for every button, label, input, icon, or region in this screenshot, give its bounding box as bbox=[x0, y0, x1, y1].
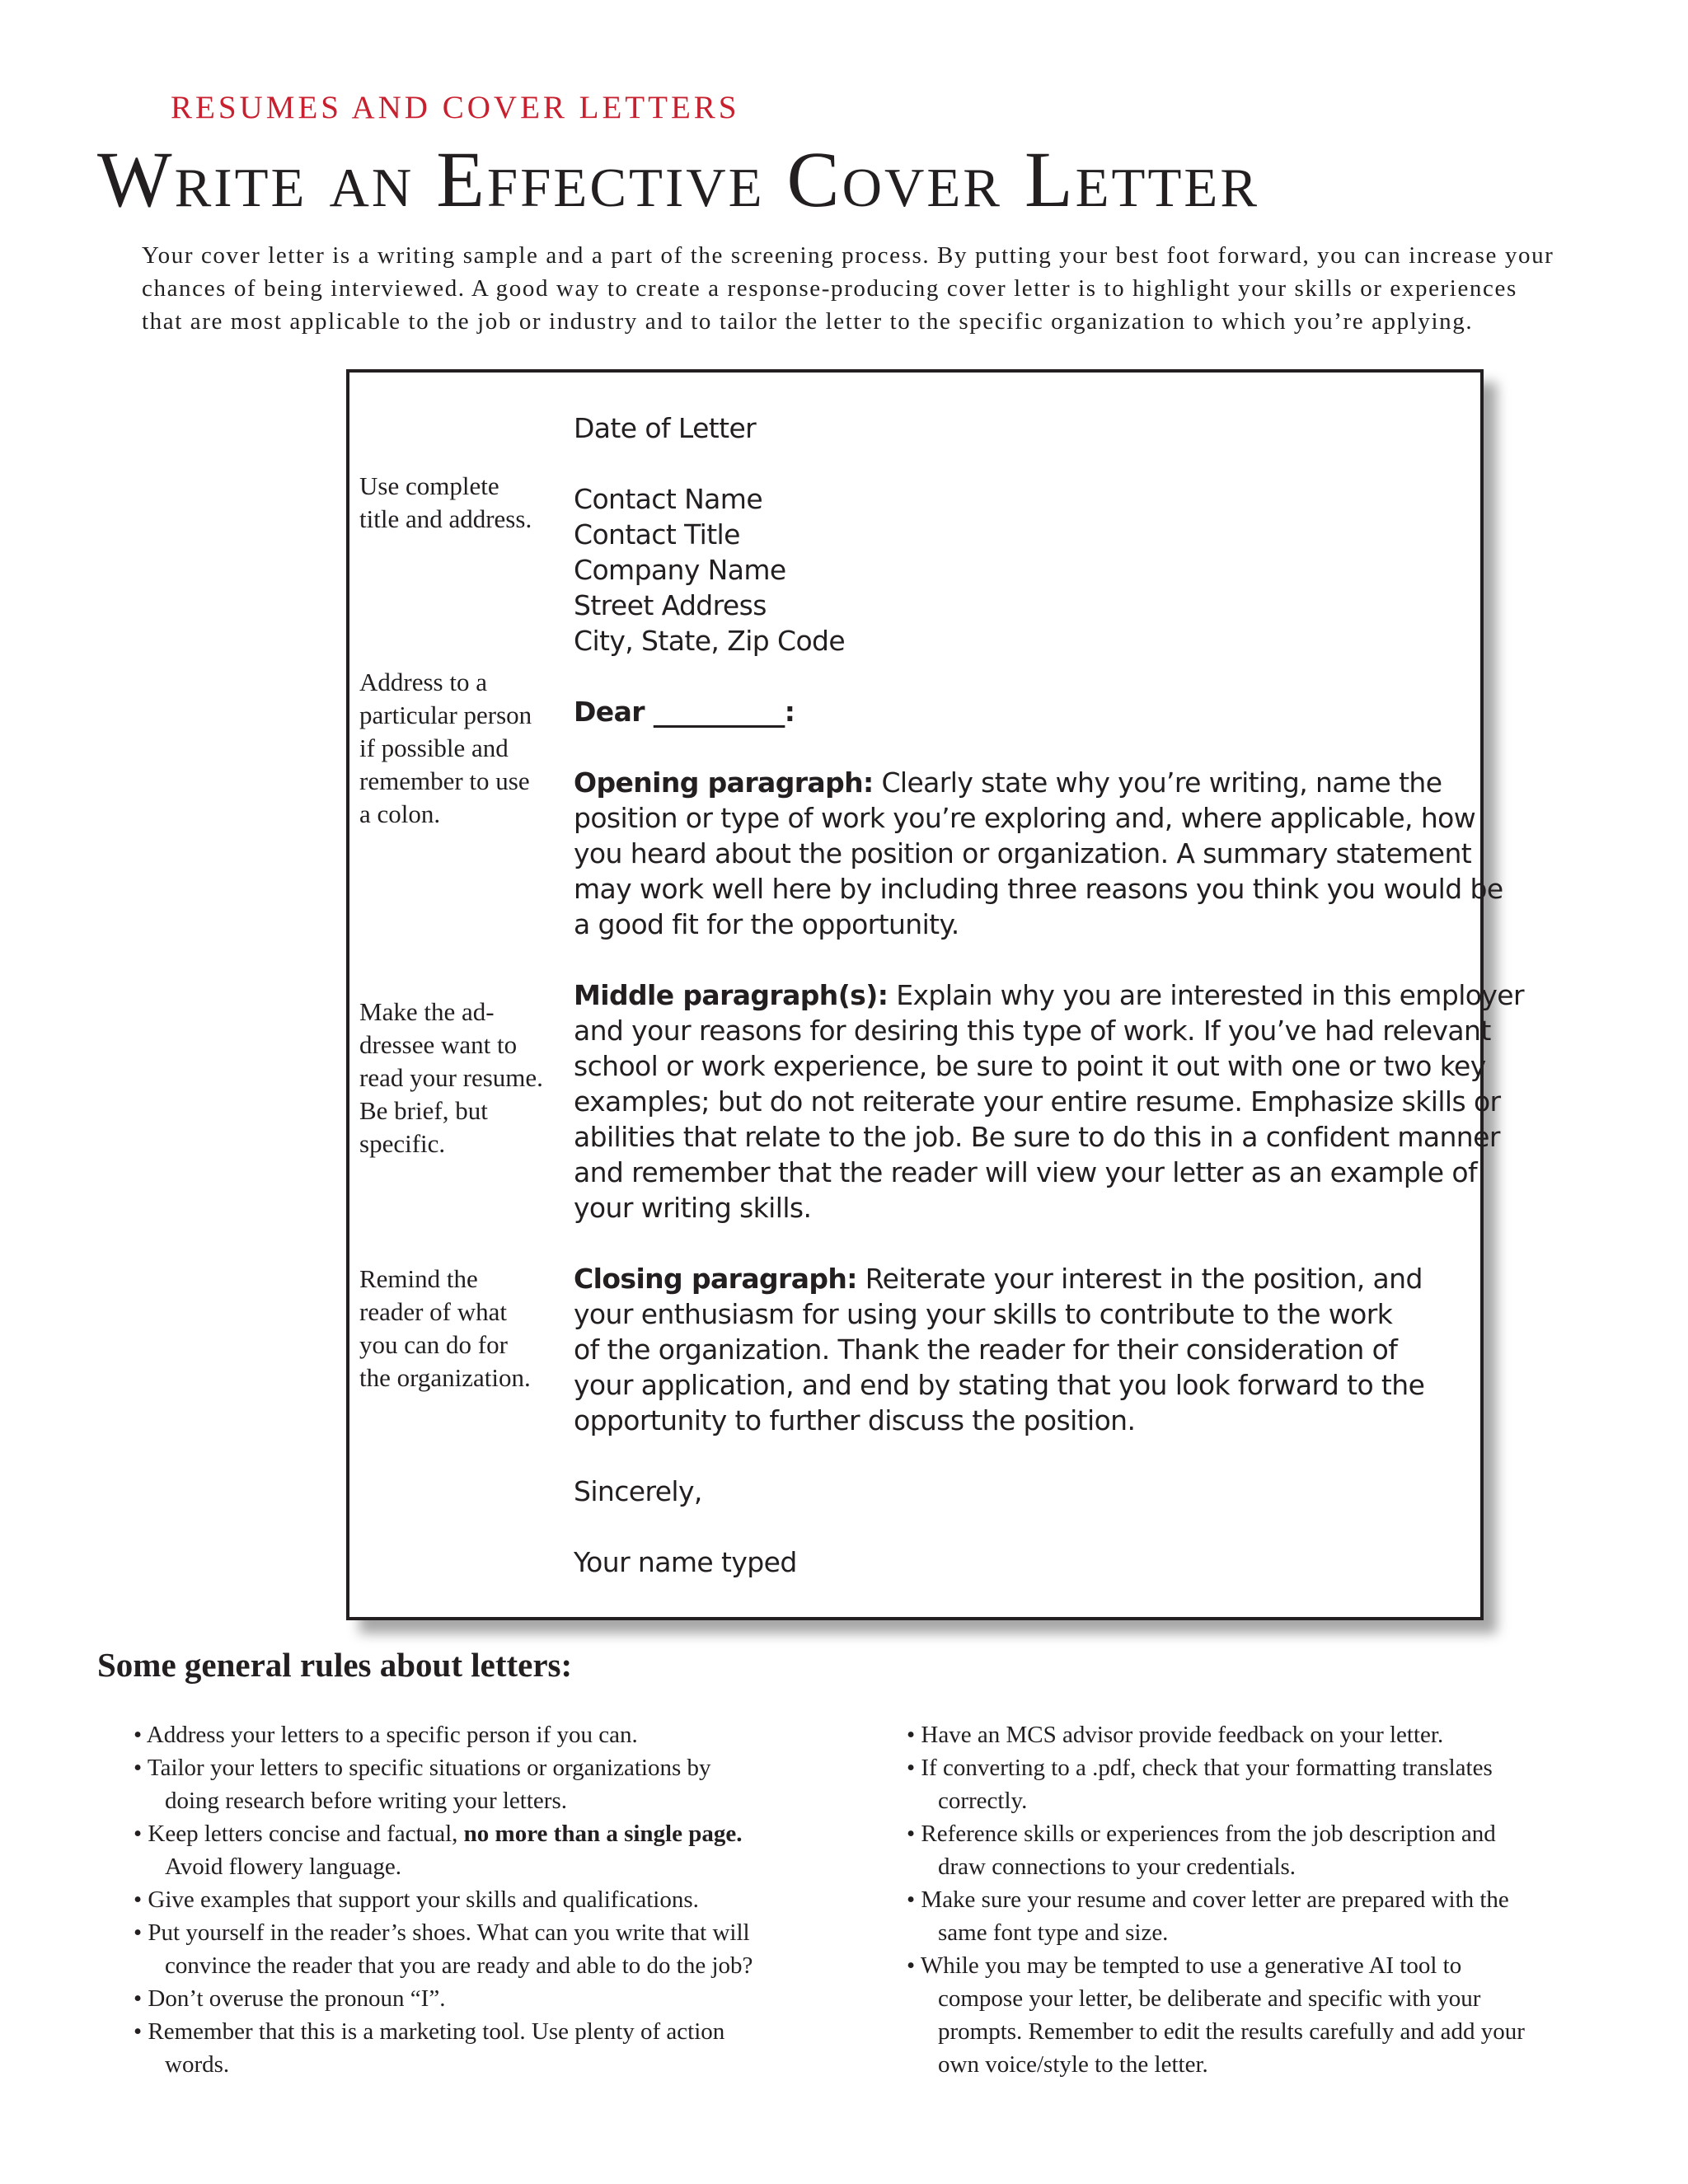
closing-line: Reiterate your interest in the position, and bbox=[865, 1263, 1423, 1295]
rule-line: compose your letter, be deliberate and specific with your bbox=[938, 1985, 1481, 2012]
letter-date-text: Date of Letter bbox=[574, 412, 757, 444]
middle-line: examples; but do not reiterate your entire resume. Emphasize skills or bbox=[574, 1085, 1501, 1118]
side-note-line: read your resume. bbox=[359, 1063, 543, 1092]
rule-item bbox=[134, 2015, 842, 2081]
middle-line: school or work experience, be sure to point it out with one or two key bbox=[574, 1050, 1486, 1082]
side-note-line: particular person bbox=[359, 701, 532, 729]
closing-line: of the organization. Thank the reader for their consideration of bbox=[574, 1333, 1398, 1366]
rule-line: • Keep letters concise and factual, bbox=[134, 1821, 464, 1847]
rule-line: • Remember that this is a marketing tool. Use plenty of action bbox=[134, 2018, 725, 2045]
side-note-line: dressee want to bbox=[359, 1030, 518, 1059]
opening-line: you heard about the position or organization. A summary statement bbox=[574, 837, 1472, 869]
address-line: Contact Name bbox=[574, 483, 763, 515]
rule-line: • While you may be tempted to use a generative AI tool to bbox=[907, 1952, 1462, 1979]
rule-line: • If converting to a .pdf, check that your formatting translates bbox=[907, 1755, 1493, 1781]
letter-signoff bbox=[574, 1474, 702, 1509]
closing-paragraph bbox=[574, 1261, 1424, 1438]
rule-emphasis: no more than a single page. bbox=[463, 1821, 743, 1847]
address-line: Street Address bbox=[574, 589, 767, 621]
rule-line: convince the reader that you are ready and able to do the job? bbox=[165, 1952, 753, 1979]
closing-line: opportunity to further discuss the position. bbox=[574, 1404, 1136, 1436]
rule-item bbox=[134, 1718, 842, 1751]
name-text: Your name typed bbox=[574, 1546, 797, 1578]
page-title: Write an Effective Cover Letter bbox=[97, 135, 1260, 223]
opening-line: Clearly state why you’re writing, name the bbox=[881, 766, 1442, 799]
closing-line: your enthusiasm for using your skills to contribute to the work bbox=[574, 1298, 1393, 1330]
rule-line: • Put yourself in the reader’s shoes. What can you write that will bbox=[134, 1919, 750, 1946]
rule-item bbox=[134, 1982, 842, 2015]
rule-item bbox=[907, 1751, 1615, 1817]
intro-line: Your cover letter is a writing sample and a part of the screening process. By putting your best foot forward, you can increase your bbox=[142, 242, 1554, 269]
side-note-line: Be brief, but bbox=[359, 1096, 488, 1125]
side-note-line: title and address. bbox=[359, 504, 532, 533]
side-note-address bbox=[359, 470, 532, 536]
section-eyebrow: RESUMES AND COVER LETTERS bbox=[171, 90, 740, 125]
side-note-line: Remind the bbox=[359, 1264, 478, 1293]
rule-line: draw connections to your credentials. bbox=[938, 1854, 1296, 1880]
rule-line: • Don’t overuse the pronoun “I”. bbox=[134, 1985, 446, 2012]
rule-line: doing research before writing your letters. bbox=[165, 1788, 567, 1814]
side-note-line: a colon. bbox=[359, 799, 441, 828]
side-note-line: you can do for bbox=[359, 1330, 508, 1359]
middle-line: Explain why you are interested in this employer bbox=[896, 979, 1524, 1011]
side-note-line: reader of what bbox=[359, 1297, 508, 1326]
rule-line: prompts. Remember to edit the results carefully and add your bbox=[938, 2018, 1525, 2045]
middle-line: and your reasons for desiring this type of work. If you’ve had relevant bbox=[574, 1015, 1491, 1047]
rule-item bbox=[907, 1817, 1615, 1883]
middle-line: your writing skills. bbox=[574, 1192, 812, 1224]
rules-heading: Some general rules about letters: bbox=[97, 1646, 573, 1684]
rule-item bbox=[907, 1949, 1615, 2081]
side-note-line: remember to use bbox=[359, 766, 530, 795]
rule-line: • Make sure your resume and cover letter are prepared with the bbox=[907, 1886, 1509, 1913]
rule-item bbox=[134, 1883, 842, 1916]
middle-paragraph bbox=[574, 977, 1524, 1226]
side-note-line: Make the ad- bbox=[359, 997, 495, 1026]
signoff-text: Sincerely, bbox=[574, 1475, 702, 1507]
rule-line: words. bbox=[165, 2051, 230, 2078]
rules-list-left bbox=[134, 1718, 842, 2081]
rules-list-right bbox=[907, 1718, 1615, 2081]
middle-label: Middle paragraph(s): bbox=[574, 979, 889, 1011]
intro-line: chances of being interviewed. A good way to create a response-producing cover letter is to highlight your skills or experiences bbox=[142, 275, 1517, 302]
rule-line: own voice/style to the letter. bbox=[938, 2051, 1208, 2078]
letter-address-block bbox=[574, 481, 845, 658]
opening-line: a good fit for the opportunity. bbox=[574, 908, 959, 940]
rule-item bbox=[134, 1817, 842, 1883]
rule-line: • Give examples that support your skills and qualifications. bbox=[134, 1886, 699, 1913]
letter-name bbox=[574, 1544, 797, 1580]
opening-paragraph bbox=[574, 765, 1503, 942]
rule-line: • Have an MCS advisor provide feedback on your letter. bbox=[907, 1722, 1444, 1748]
opening-line: position or type of work you’re exploring and, where applicable, how bbox=[574, 802, 1476, 834]
side-note-line: Address to a bbox=[359, 668, 487, 696]
side-note-salutation bbox=[359, 666, 532, 831]
rule-item bbox=[907, 1718, 1615, 1751]
address-line: Company Name bbox=[574, 554, 786, 586]
rule-item bbox=[134, 1916, 842, 1982]
intro-paragraph bbox=[142, 239, 1554, 338]
side-note-line: Use complete bbox=[359, 471, 499, 500]
rule-line: • Address your letters to a specific person if you can. bbox=[134, 1722, 638, 1748]
rule-item bbox=[134, 1751, 842, 1817]
rule-item bbox=[907, 1883, 1615, 1949]
rule-line: Avoid flowery language. bbox=[165, 1854, 401, 1880]
side-note-middle bbox=[359, 996, 543, 1160]
middle-line: and remember that the reader will view your letter as an example of bbox=[574, 1156, 1477, 1188]
address-line: City, State, Zip Code bbox=[574, 625, 846, 657]
address-line: Contact Title bbox=[574, 518, 740, 551]
letter-date bbox=[574, 410, 756, 446]
rule-line: • Tailor your letters to specific situations or organizations by bbox=[134, 1755, 711, 1781]
closing-label: Closing paragraph: bbox=[574, 1263, 857, 1295]
intro-line: that are most applicable to the job or industry and to tailor the letter to the specific organization to which you’re applying. bbox=[142, 308, 1474, 335]
letter-salutation bbox=[574, 694, 795, 729]
rule-line: same font type and size. bbox=[938, 1919, 1169, 1946]
rule-line: correctly. bbox=[938, 1788, 1028, 1814]
closing-line: your application, and end by stating that you look forward to the bbox=[574, 1369, 1425, 1401]
opening-label: Opening paragraph: bbox=[574, 766, 874, 799]
side-note-line: if possible and bbox=[359, 733, 509, 762]
salutation-text: Dear __________: bbox=[574, 696, 795, 728]
rule-line: • Reference skills or experiences from the job description and bbox=[907, 1821, 1496, 1847]
side-note-line: the organization. bbox=[359, 1363, 531, 1392]
side-note-closing bbox=[359, 1263, 531, 1394]
opening-line: may work well here by including three reasons you think you would be bbox=[574, 873, 1503, 905]
middle-line: abilities that relate to the job. Be sure to do this in a confident manner bbox=[574, 1121, 1500, 1153]
side-note-line: specific. bbox=[359, 1129, 446, 1158]
